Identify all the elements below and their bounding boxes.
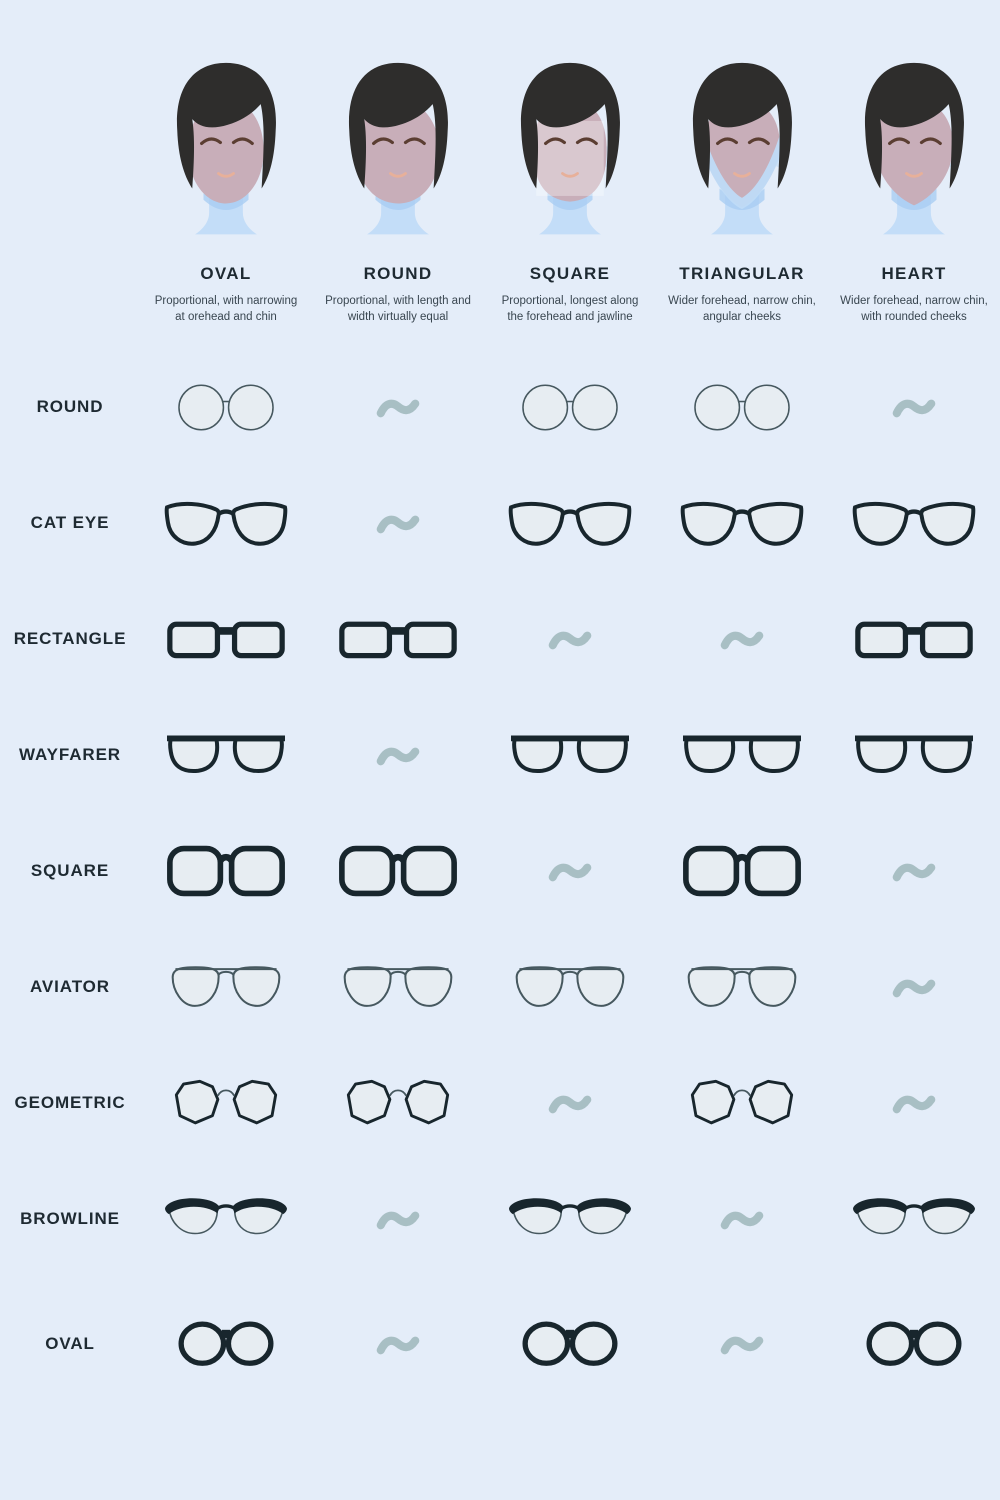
squiggle-icon [828, 1091, 1000, 1116]
cat-eye-glasses-icon [828, 494, 1000, 553]
face-shape-title: HEART [881, 264, 947, 283]
face-shape-description: Proportional, with length and width virtually equal [325, 295, 471, 324]
oval-glasses-icon [828, 1319, 1000, 1370]
browline-glasses-icon [828, 1189, 1000, 1249]
round-glasses-icon [140, 381, 312, 434]
frame-style-label: ROUND [36, 397, 104, 417]
squiggle-icon [656, 627, 828, 652]
frame-style-label: SQUARE [30, 861, 110, 881]
geometric-glasses-icon [656, 1075, 828, 1131]
oval-face-icon [151, 50, 301, 250]
round-face-icon [323, 50, 473, 250]
squiggle-icon [312, 511, 484, 536]
face-shape-title: SQUARE [529, 264, 611, 283]
face-shape-description: Wider forehead, narrow chin, with rounded cheeks [840, 295, 988, 324]
round-glasses-icon [656, 381, 828, 434]
frame-style-row-oval [0, 1277, 1000, 1411]
face-shape-title: ROUND [363, 264, 433, 283]
squiggle-icon [656, 1332, 828, 1357]
wayfarer-glasses-icon [828, 726, 1000, 785]
face-shape-description: Proportional, with narrowing at orehead and chin [154, 295, 298, 324]
wayfarer-glasses-icon [656, 726, 828, 785]
squiggle-icon [828, 395, 1000, 420]
squiggle-icon [312, 395, 484, 420]
browline-glasses-icon [140, 1189, 312, 1249]
face-header-row [0, 0, 1000, 325]
squiggle-icon [484, 1091, 656, 1116]
frame-style-label: RECTANGLE [13, 629, 127, 649]
frame-style-row-square [0, 813, 1000, 929]
frame-style-row-wayfarer [0, 697, 1000, 813]
aviator-glasses-icon [140, 959, 312, 1016]
aviator-glasses-icon [312, 959, 484, 1016]
geometric-glasses-icon [312, 1075, 484, 1131]
rectangle-glasses-icon [140, 610, 312, 669]
square-face-icon [495, 50, 645, 250]
squiggle-icon [312, 1207, 484, 1232]
browline-glasses-icon [484, 1189, 656, 1249]
frame-style-row-geometric [0, 1045, 1000, 1161]
frame-style-row-aviator [0, 929, 1000, 1045]
aviator-glasses-icon [656, 959, 828, 1016]
frame-style-label: GEOMETRIC [14, 1093, 126, 1113]
rectangle-glasses-icon [312, 610, 484, 669]
squiggle-icon [656, 1207, 828, 1232]
compatibility-matrix [0, 349, 1000, 1411]
squiggle-icon [312, 743, 484, 768]
cat-eye-glasses-icon [140, 494, 312, 553]
cat-eye-glasses-icon [656, 494, 828, 553]
frame-style-row-round [0, 349, 1000, 465]
wayfarer-glasses-icon [484, 726, 656, 785]
squiggle-icon [828, 975, 1000, 1000]
face-column-oval [140, 50, 312, 325]
square-glasses-icon [312, 842, 484, 900]
face-column-round [312, 50, 484, 325]
squiggle-icon [484, 859, 656, 884]
face-column-triangular [656, 50, 828, 325]
face-column-square [484, 50, 656, 325]
face-shape-title: TRIANGULAR [679, 264, 805, 283]
frame-style-row-cat-eye [0, 465, 1000, 581]
squiggle-icon [828, 859, 1000, 884]
cat-eye-glasses-icon [484, 494, 656, 553]
face-shape-description: Proportional, longest along the forehead and jawline [501, 295, 639, 324]
square-glasses-icon [656, 842, 828, 900]
frame-style-label: CAT EYE [30, 513, 110, 533]
triangular-face-icon [667, 50, 817, 250]
oval-glasses-icon [140, 1319, 312, 1370]
face-column-heart [828, 50, 1000, 325]
aviator-glasses-icon [484, 959, 656, 1016]
frame-style-row-browline [0, 1161, 1000, 1277]
rectangle-glasses-icon [828, 610, 1000, 669]
face-shape-title: OVAL [200, 264, 252, 283]
round-glasses-icon [484, 381, 656, 434]
frame-style-label: OVAL [45, 1334, 95, 1354]
square-glasses-icon [140, 842, 312, 900]
frame-style-label: WAYFARER [19, 745, 121, 765]
wayfarer-glasses-icon [140, 726, 312, 785]
heart-face-icon [839, 50, 989, 250]
oval-glasses-icon [484, 1319, 656, 1370]
frame-style-label: AVIATOR [30, 977, 110, 997]
header-spacer [0, 50, 140, 325]
squiggle-icon [484, 627, 656, 652]
geometric-glasses-icon [140, 1075, 312, 1131]
face-shape-description: Wider forehead, narrow chin, angular cheeks [668, 295, 816, 324]
frame-style-label: BROWLINE [20, 1209, 120, 1229]
frame-style-row-rectangle [0, 581, 1000, 697]
squiggle-icon [312, 1332, 484, 1357]
